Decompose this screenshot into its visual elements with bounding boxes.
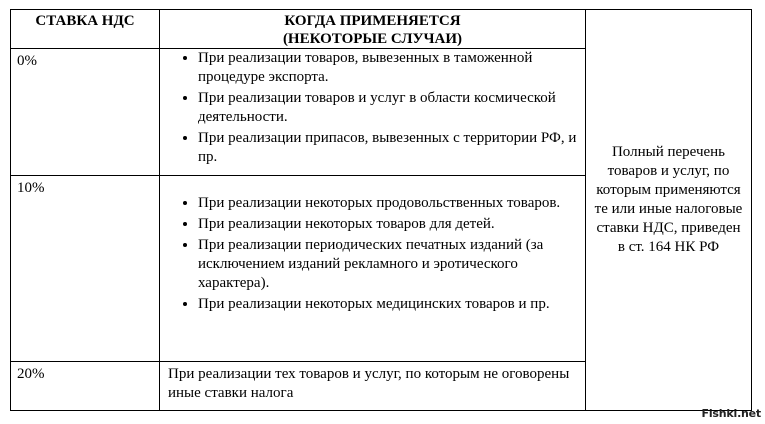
list-item: • При реализации периодических печатных изданий (за исключением изданий рекламного и эротического характера). xyxy=(198,236,581,295)
list-item: • При реализации некоторых продовольственных товаров. xyxy=(198,194,581,215)
list-item: • При реализации товаров, вывезенных в таможенной процедуре экспорта. xyxy=(198,49,581,89)
watermark-logo: Fishki.net xyxy=(701,407,761,420)
list-item: • При реализации некоторых товаров для детей. xyxy=(198,215,581,236)
table-header-row xyxy=(11,10,752,49)
cases-cell: При реализации тех товаров и услуг, по которым не оговорены иные ставки налога xyxy=(160,362,586,411)
list-item: • При реализации припасов, вывезенных с территории РФ, и пр. xyxy=(198,129,581,169)
list-item: • При реализации товаров и услуг в области космической деятельности. xyxy=(198,89,581,129)
cases-list xyxy=(160,194,581,316)
header-when-applied xyxy=(160,10,586,49)
header-rate: СТАВКА НДС xyxy=(11,10,160,49)
vat-rates-table xyxy=(10,9,752,411)
rate-cell: 10% xyxy=(11,176,160,362)
cases-cell xyxy=(160,176,586,362)
header-when-applied-line1: КОГДА ПРИМЕНЯЕТСЯ xyxy=(284,13,461,29)
cases-cell xyxy=(160,49,586,176)
cases-list xyxy=(160,49,581,169)
rate-cell: 0% xyxy=(11,49,160,176)
list-item: • При реализации некоторых медицинских товаров и пр. xyxy=(198,295,581,316)
header-when-applied-line2: (НЕКОТОРЫЕ СЛУЧАИ) xyxy=(282,31,463,47)
full-list-note: Полный перечень товаров и услуг, по которым применяются те или иные налоговые ставки НДС, приведен в ст. 164 НК РФ xyxy=(586,10,752,411)
rate-cell: 20% xyxy=(11,362,160,411)
